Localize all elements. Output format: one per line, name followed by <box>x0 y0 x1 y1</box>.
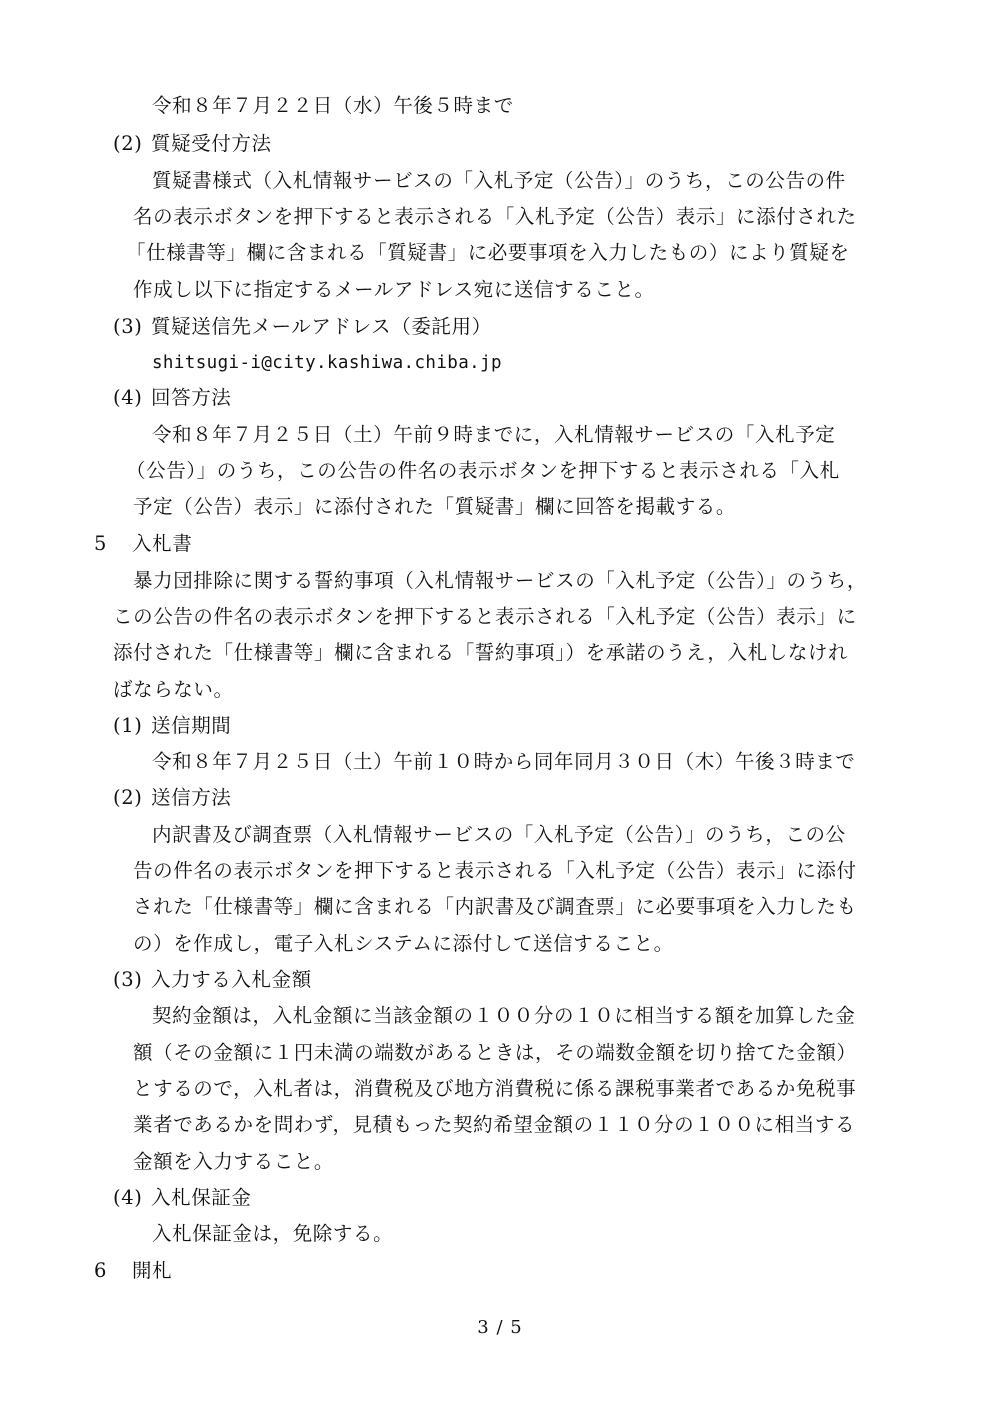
section-5-1-heading <box>113 712 231 740</box>
section-number: (4) <box>113 386 143 409</box>
question-deadline: 令和８年７月２２日（水）午後５時まで <box>152 94 514 117</box>
heading-text: 回答方法 <box>151 386 232 409</box>
paragraph-line: された「仕様書等」欄に含まれる「内訳書及び調査票」に必要事項を入力したも <box>133 895 857 918</box>
heading-text: 質疑送信先メールアドレス（委託用） <box>151 315 492 338</box>
section-5-3-heading <box>113 966 312 994</box>
section-4-3-heading <box>113 313 492 341</box>
section-number: (3) <box>113 315 143 338</box>
heading-text: 入札書 <box>132 532 193 555</box>
paragraph-line: 「仕様書等」欄に含まれる「質疑書」に必要事項を入力したもの）により質疑を <box>126 241 850 264</box>
paragraph-line: 作成し以下に指定するメールアドレス宛に送信すること。 <box>133 278 655 301</box>
page-number: 3 / 5 <box>477 1317 523 1338</box>
paragraph-line: 契約金額は，入札金額に当該金額の１００分の１０に相当する額を加算した金 <box>152 1004 856 1027</box>
paragraph-line: 入札保証金は，免除する。 <box>152 1222 394 1245</box>
heading-text: 入札保証金 <box>151 1186 252 1209</box>
paragraph-line: （公告）」のうち，この公告の件名の表示ボタンを押下すると表示される「入札 <box>126 459 840 482</box>
section-number: 5 <box>94 532 108 555</box>
paragraph-line: 業者であるかを問わず，見積もった契約希望金額の１１０分の１００に相当する <box>133 1113 856 1136</box>
section-number: (4) <box>113 1186 143 1209</box>
paragraph-line: 添付された「仕様書等」欄に含まれる「誓約事項」）を承諾のうえ，入札しなけれ <box>113 641 849 664</box>
paragraph-line: 内訳書及び調査票（入札情報サービスの「入札予定（公告）」のうち，この公 <box>152 823 846 846</box>
paragraph-line: この公告の件名の表示ボタンを押下すると表示される「入札予定（公告）表示」に <box>113 605 857 628</box>
paragraph-line: 額（その金額に１円未満の端数があるときは，その端数金額を切り捨てた金額） <box>133 1041 857 1064</box>
section-5-heading <box>94 530 192 558</box>
paragraph-line: の）を作成し，電子入札システムに添付して送信すること。 <box>133 932 674 955</box>
section-6-heading <box>94 1257 172 1285</box>
section-number: (2) <box>113 786 143 809</box>
paragraph-line: とするので，入札者は，消費税及び地方消費税に係る課税事業者であるか免税事 <box>133 1077 857 1100</box>
section-number: (3) <box>113 968 143 991</box>
paragraph-line: 暴力団排除に関する誓約事項（入札情報サービスの「入札予定（公告）」のうち， <box>133 569 867 592</box>
heading-text: 質疑受付方法 <box>151 132 272 155</box>
paragraph-line: 令和８年７月２５日（土）午前１０時から同年同月３０日（木）午後３時まで <box>152 750 856 773</box>
paragraph-line: 質疑書様式（入札情報サービスの「入札予定（公告）」のうち，この公告の件 <box>152 169 846 192</box>
section-5-4-heading <box>113 1184 252 1212</box>
paragraph-line: 令和８年７月２５日（土）午前９時までに，入札情報サービスの「入札予定 <box>152 423 836 446</box>
section-number: (1) <box>113 714 143 737</box>
section-number: (2) <box>113 132 143 155</box>
section-4-4-heading <box>113 384 231 412</box>
heading-text: 送信方法 <box>151 786 232 809</box>
heading-text: 送信期間 <box>151 714 232 737</box>
section-number: 6 <box>94 1259 108 1282</box>
paragraph-line: ばならない。 <box>113 678 234 701</box>
email-address[interactable]: shitsugi-i@city.kashiwa.chiba.jp <box>152 353 502 373</box>
paragraph-line: 予定（公告）表示」に添付された「質疑書」欄に回答を掲載する。 <box>133 495 737 518</box>
section-4-2-heading <box>113 130 272 158</box>
paragraph-line: 告の件名の表示ボタンを押下すると表示される「入札予定（公告）表示」に添付 <box>133 859 857 882</box>
section-5-2-heading <box>113 784 231 812</box>
heading-text: 入力する入札金額 <box>151 968 312 991</box>
paragraph-line: 金額を入力すること。 <box>133 1150 335 1173</box>
heading-text: 開札 <box>132 1259 173 1282</box>
paragraph-line: 名の表示ボタンを押下すると表示される「入札予定（公告）表示」に添付された <box>133 205 857 228</box>
